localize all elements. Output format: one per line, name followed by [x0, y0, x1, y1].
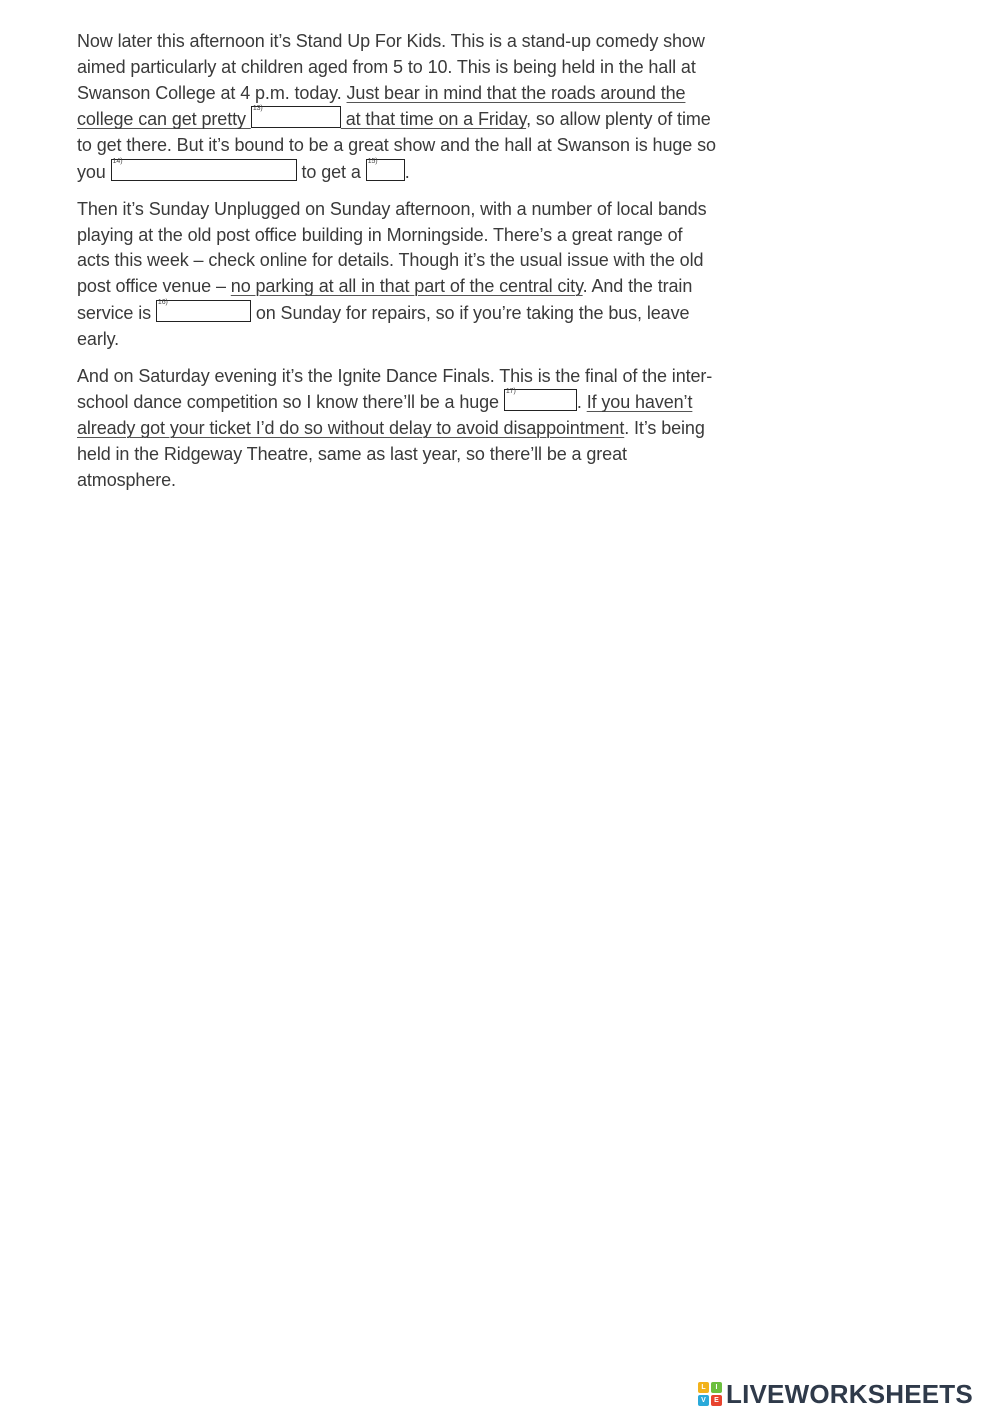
text-segment: Just bear in mind that the roads around the college can get pretty: [77, 82, 686, 130]
text-segment: . It’s being held in the Ridgeway Theatre, same as last year, so there’ll be a great atmosphere.: [77, 418, 705, 490]
worksheet-text: [77, 29, 717, 505]
logo-tile: V: [698, 1395, 709, 1406]
logo-text: LIVEWORKSHEETS: [726, 1378, 973, 1409]
logo-tile: L: [698, 1382, 709, 1393]
blank-number-13: 13): [252, 105, 263, 113]
underlined-text: no parking at all in that part of the central city: [230, 276, 583, 297]
answer-blank-15[interactable]: [366, 159, 405, 181]
paragraph-stand-up-for-kids: [77, 29, 717, 186]
text-segment: And on Saturday evening it’s the Ignite Dance Finals. This is the final of the inter-school dance competition so I know there’ll be a huge: [77, 365, 713, 413]
underlined-text: If you haven’t already got your ticket I’d do so without delay to avoid disappointment: [77, 392, 693, 439]
text-segment: on Sunday for repairs, so if you’re taking the bus, leave early.: [77, 302, 690, 349]
answer-blank-14[interactable]: [111, 159, 297, 181]
blank-number-15: 15): [367, 157, 378, 165]
text-segment: to get a: [296, 161, 366, 182]
blank-number-17: 17): [505, 388, 516, 396]
liveworksheets-logo-icon: [698, 1382, 722, 1406]
liveworksheets-logo: [698, 1379, 973, 1409]
answer-blank-17[interactable]: [504, 389, 577, 411]
text-segment: .: [576, 392, 587, 413]
text-segment: .: [404, 161, 410, 182]
logo-tile: E: [711, 1395, 722, 1406]
answer-blank-13[interactable]: [251, 106, 341, 128]
text-segment: Then it’s Sunday Unplugged on Sunday afternoon, with a number of local bands playing at the old post office building in Morningside. There’s a great range of acts this week – check online for details. Though it’s the usual issue with the old post office venue –: [77, 198, 707, 297]
paragraph-ignite-dance-finals: [77, 364, 717, 494]
text-segment: at that time on a Friday: [340, 109, 527, 130]
text-segment: , so allow plenty of time to get there. But it’s bound to be a great show and the hall at Swanson is huge so you: [77, 109, 716, 182]
blank-number-14: 14): [112, 157, 123, 165]
blank-number-16: 16): [157, 298, 168, 306]
logo-tile: I: [711, 1382, 722, 1393]
paragraph-sunday-unplugged: [77, 197, 717, 353]
answer-blank-16[interactable]: [156, 300, 251, 322]
text-segment: Now later this afternoon it’s Stand Up For Kids. This is a stand-up comedy show aimed particularly at children aged from 5 to 10. This is being held in the hall at Swanson College at 4 p.m. today.: [77, 31, 705, 103]
text-segment: . And the train service is: [77, 276, 693, 323]
